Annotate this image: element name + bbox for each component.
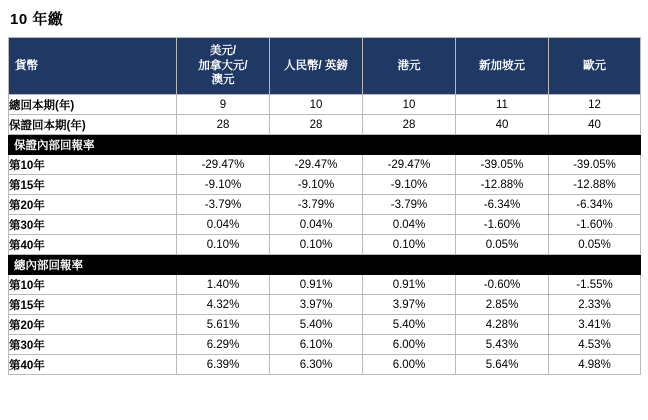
row-label: 第15年 [9,175,177,195]
column-header-line-3: 澳元 [211,74,235,87]
cell-value [456,255,549,275]
cell-value: -39.05% [456,155,549,175]
cell-value [456,135,549,155]
row-label: 第10年 [9,275,177,295]
cell-value: 6.29% [177,335,270,355]
table-row [9,195,641,215]
cell-value: -1.55% [549,275,641,295]
column-header-line-1: 新加坡元 [479,59,525,72]
cell-value: -1.60% [549,215,641,235]
table-row [9,155,641,175]
cell-value: 4.28% [456,315,549,335]
cell-value: 3.97% [363,295,456,315]
column-header-currency: 貨幣 [9,38,177,95]
cell-value: 10 [363,95,456,115]
table-header-row [9,38,641,95]
cell-value: 4.32% [177,295,270,315]
table-row [9,295,641,315]
row-label: 第40年 [9,355,177,375]
cell-value: 0.05% [456,235,549,255]
row-label: 總內部回報率 [9,255,177,275]
cell-value: 6.39% [177,355,270,375]
column-header-hkd [363,38,456,95]
row-label: 第10年 [9,155,177,175]
cell-value: -12.88% [456,175,549,195]
table-row [9,175,641,195]
cell-value: -0.60% [456,275,549,295]
table-body [9,95,641,375]
column-header-cny-gbp [270,38,363,95]
table-section-row [9,255,641,275]
cell-value: 5.40% [270,315,363,335]
cell-value: 6.10% [270,335,363,355]
cell-value [270,255,363,275]
cell-value: 12 [549,95,641,115]
cell-value [549,255,641,275]
cell-value: 0.10% [363,235,456,255]
cell-value: 0.04% [177,215,270,235]
cell-value: -3.79% [177,195,270,215]
cell-value: 4.53% [549,335,641,355]
column-header-line-1: 港元 [397,59,421,72]
cell-value: 2.33% [549,295,641,315]
column-header-line-2: 加拿大元/ [198,59,248,72]
cell-value: 3.41% [549,315,641,335]
column-header-line-1: 美元/ [209,45,237,58]
cell-value: -6.34% [549,195,641,215]
table-header [9,38,641,95]
cell-value: 0.91% [270,275,363,295]
cell-value [363,255,456,275]
cell-value: 0.05% [549,235,641,255]
row-label: 保證回本期(年) [9,115,177,135]
row-label: 第20年 [9,195,177,215]
column-header-usd-cad-aud [177,38,270,95]
cell-value: -29.47% [177,155,270,175]
row-label: 第30年 [9,215,177,235]
cell-value: 6.30% [270,355,363,375]
table-row [9,275,641,295]
table-row [9,215,641,235]
column-header-line-1: 歐元 [583,59,606,72]
cell-value: -3.79% [363,195,456,215]
cell-value: -3.79% [270,195,363,215]
cell-value: 40 [549,115,641,135]
cell-value: -9.10% [177,175,270,195]
row-label: 第20年 [9,315,177,335]
cell-value: 0.10% [270,235,363,255]
cell-value: -1.60% [456,215,549,235]
cell-value: 2.85% [456,295,549,315]
cell-value: 28 [363,115,456,135]
cell-value: 4.98% [549,355,641,375]
cell-value: 1.40% [177,275,270,295]
table-row [9,115,641,135]
cell-value: -29.47% [363,155,456,175]
cell-value: 40 [456,115,549,135]
cell-value: 11 [456,95,549,115]
cell-value [363,135,456,155]
cell-value: 5.40% [363,315,456,335]
cell-value: 28 [177,115,270,135]
cell-value: 0.91% [363,275,456,295]
cell-value [177,255,270,275]
table-row [9,355,641,375]
cell-value: 9 [177,95,270,115]
cell-value: 5.61% [177,315,270,335]
column-header-line-1: 人民幣/ 英鎊 [284,59,348,72]
cell-value: -6.34% [456,195,549,215]
cell-value [549,135,641,155]
table-row [9,95,641,115]
cell-value: 5.64% [456,355,549,375]
table-row [9,335,641,355]
cell-value: 10 [270,95,363,115]
cell-value: -29.47% [270,155,363,175]
table-section-row [9,135,641,155]
cell-value: 6.00% [363,335,456,355]
cell-value: 0.04% [363,215,456,235]
table-row [9,315,641,335]
rates-table [8,37,641,375]
page-title: 10 年繳 [10,11,64,28]
cell-value [270,135,363,155]
cell-value: -9.10% [363,175,456,195]
row-label: 第30年 [9,335,177,355]
cell-value: -39.05% [549,155,641,175]
column-header-sgd [456,38,549,95]
cell-value: 3.97% [270,295,363,315]
cell-value: 28 [270,115,363,135]
cell-value: 0.04% [270,215,363,235]
row-label: 保證內部回報率 [9,135,177,155]
table-row [9,235,641,255]
row-label: 第40年 [9,235,177,255]
row-label: 總回本期(年) [9,95,177,115]
cell-value [177,135,270,155]
cell-value: 6.00% [363,355,456,375]
row-label: 第15年 [9,295,177,315]
cell-value: -9.10% [270,175,363,195]
cell-value: -12.88% [549,175,641,195]
column-header-eur [549,38,641,95]
cell-value: 5.43% [456,335,549,355]
cell-value: 0.10% [177,235,270,255]
